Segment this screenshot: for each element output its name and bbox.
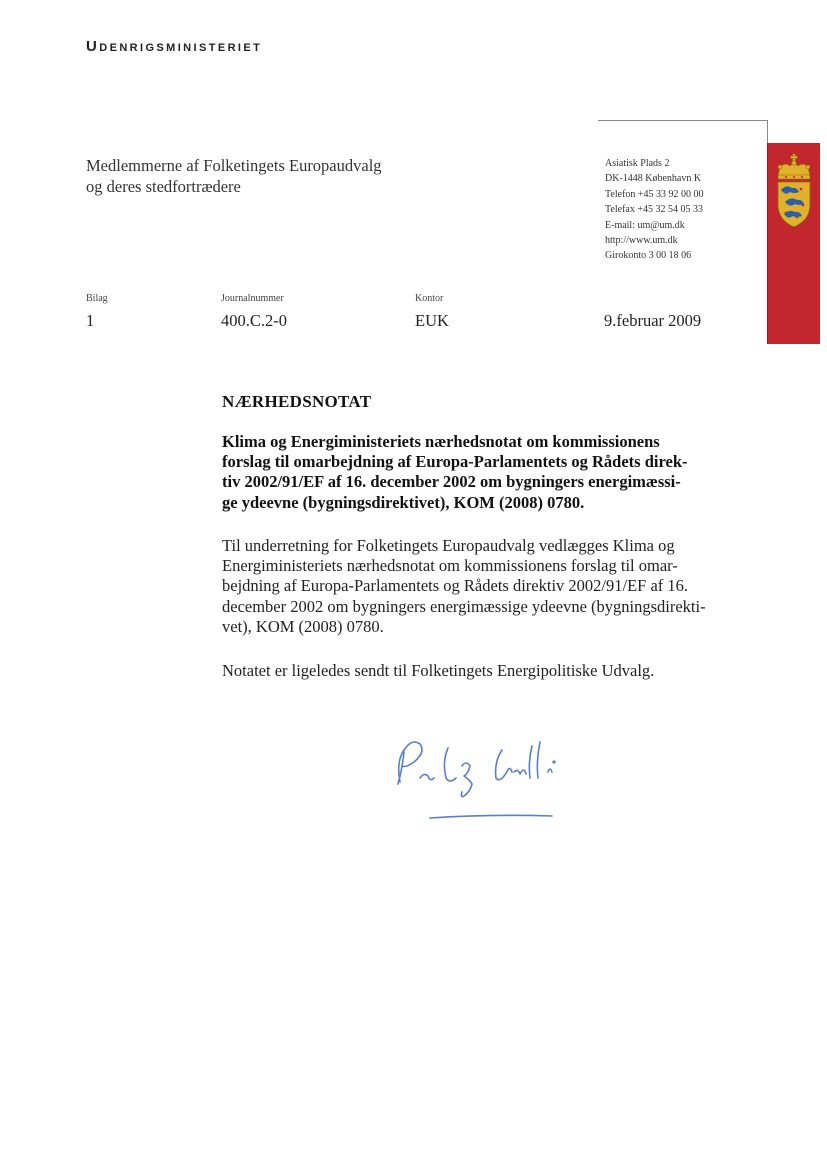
address-phone: Telefon +45 33 92 00 00 bbox=[605, 188, 704, 200]
header-rule-tick bbox=[767, 120, 768, 144]
subject-line: Klima og Energiministeriets nærhedsnotat om kommissionens bbox=[222, 432, 660, 451]
paragraph-line: december 2002 om bygningers energimæssige ydeevne (bygningsdirekti- bbox=[222, 596, 706, 616]
address-fax: Telefax +45 32 54 05 33 bbox=[605, 204, 703, 216]
danish-coat-of-arms-icon bbox=[768, 143, 820, 243]
address-giro: Girokonto 3 00 18 06 bbox=[605, 250, 692, 262]
bilag-value: 1 bbox=[86, 311, 95, 330]
body-paragraph-2 bbox=[222, 661, 727, 681]
journal-label: Journalnummer bbox=[221, 293, 284, 304]
subject-line: tiv 2002/91/EF af 16. december 2002 om bygningers energimæssi- bbox=[222, 472, 681, 492]
document-heading: NÆRHEDSNOTAT bbox=[222, 392, 372, 411]
subject-line: ge ydeevne (bygningsdirektivet), KOM (2008) 0780. bbox=[222, 492, 585, 512]
recipient-line-2: og deres stedfortrædere bbox=[86, 177, 241, 196]
red-band bbox=[768, 143, 820, 344]
subject-block bbox=[222, 432, 727, 513]
paragraph-line: Notatet er ligeledes sendt til Folketingets Energipolitiske Udvalg. bbox=[222, 661, 655, 680]
subject-line: forslag til omarbejdning af Europa-Parlamentets og Rådets direk- bbox=[222, 452, 688, 472]
journal-value: 400.C.2-0 bbox=[221, 311, 287, 330]
body-paragraph-1 bbox=[222, 536, 727, 637]
paragraph-line: bejdning af Europa-Parlamentets og Rådets direktiv 2002/91/EF af 16. bbox=[222, 576, 689, 596]
ministry-name: Udenrigsministeriet bbox=[86, 38, 263, 55]
letter-date: 9.februar 2009 bbox=[604, 311, 702, 330]
handwritten-signature bbox=[390, 722, 590, 832]
address-web: http://www.um.dk bbox=[605, 235, 678, 247]
recipient-block bbox=[86, 155, 446, 197]
paragraph-line: Til underretning for Folketingets Europaudvalg vedlægges Klima og bbox=[222, 536, 675, 555]
paragraph-line: Energiministeriets nærhedsnotat om kommissionens forslag til omar- bbox=[222, 556, 678, 576]
header-rule bbox=[598, 120, 768, 121]
paragraph-line: vet), KOM (2008) 0780. bbox=[222, 616, 384, 636]
address-email: E-mail: um@um.dk bbox=[605, 219, 685, 231]
kontor-label: Kontor bbox=[415, 293, 444, 304]
sender-address bbox=[605, 156, 755, 264]
kontor-value: EUK bbox=[415, 311, 449, 330]
address-street: Asiatisk Plads 2 bbox=[605, 158, 670, 169]
address-city: DK-1448 København K bbox=[605, 173, 702, 185]
recipient-line-1: Medlemmerne af Folketingets Europaudvalg bbox=[86, 156, 382, 175]
bilag-label: Bilag bbox=[86, 293, 108, 304]
